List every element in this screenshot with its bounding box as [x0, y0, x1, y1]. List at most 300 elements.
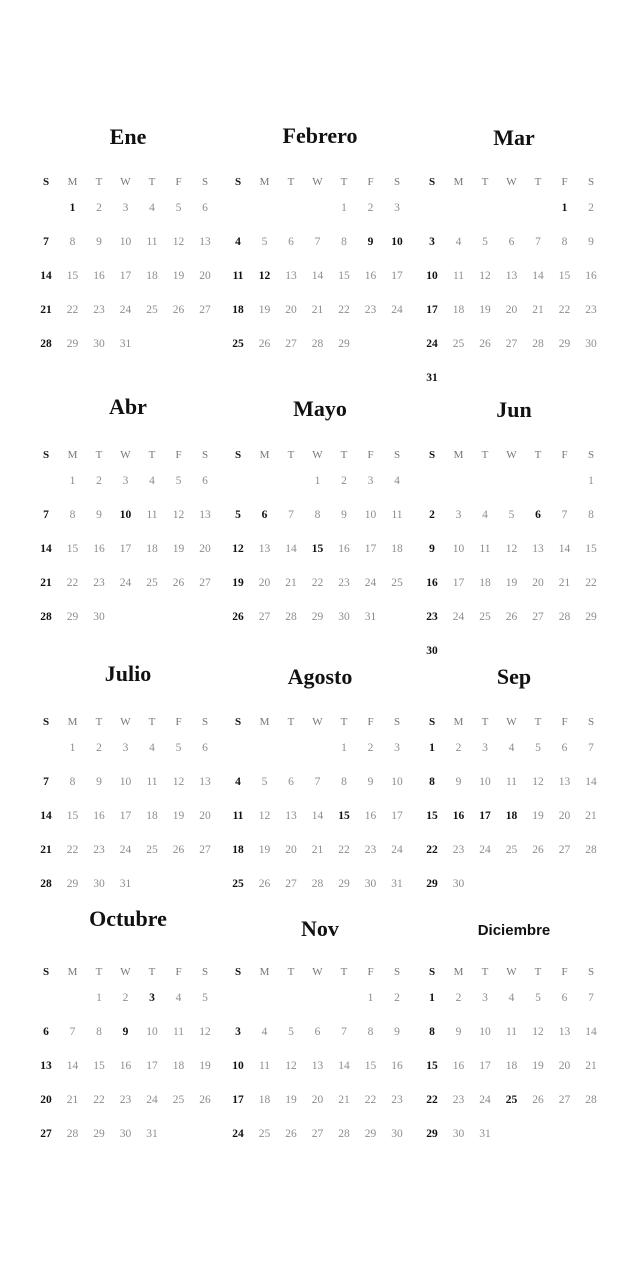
day-cell[interactable]: 26: [532, 1094, 544, 1106]
day-cell[interactable]: 22: [66, 577, 79, 589]
day-cell[interactable]: 29: [66, 878, 79, 890]
day-cell[interactable]: 23: [93, 577, 105, 589]
day-cell[interactable]: 7: [341, 1026, 347, 1038]
day-cell[interactable]: 1: [429, 992, 435, 1004]
day-cell[interactable]: 22: [585, 577, 597, 589]
day-cell[interactable]: 30: [364, 878, 377, 890]
day-cell[interactable]: 11: [258, 1060, 271, 1072]
day-cell[interactable]: 22: [558, 304, 571, 316]
day-cell[interactable]: 22: [426, 844, 438, 856]
day-cell[interactable]: 28: [66, 1128, 79, 1140]
day-cell[interactable]: 16: [391, 1060, 403, 1072]
day-cell[interactable]: 5: [175, 475, 182, 487]
day-cell[interactable]: 27: [558, 844, 571, 856]
day-cell[interactable]: 24: [426, 338, 438, 350]
day-cell[interactable]: 14: [311, 810, 324, 822]
day-cell[interactable]: 10: [146, 1026, 158, 1038]
day-cell[interactable]: 20: [258, 577, 271, 589]
day-cell[interactable]: 19: [479, 304, 491, 316]
day-cell[interactable]: 26: [258, 338, 271, 350]
day-cell[interactable]: 5: [175, 742, 182, 754]
day-cell[interactable]: 28: [40, 338, 52, 350]
day-cell[interactable]: 1: [69, 475, 76, 487]
day-cell[interactable]: 22: [426, 1094, 438, 1106]
day-cell[interactable]: 30: [119, 1128, 132, 1140]
day-cell[interactable]: 12: [532, 776, 544, 788]
day-cell[interactable]: 28: [311, 878, 324, 890]
day-cell[interactable]: 10: [479, 1026, 491, 1038]
day-cell[interactable]: 23: [93, 304, 105, 316]
day-cell[interactable]: 26: [199, 1094, 211, 1106]
day-cell[interactable]: 15: [66, 270, 79, 282]
day-cell[interactable]: 13: [199, 236, 211, 248]
day-cell[interactable]: 14: [311, 270, 324, 282]
day-cell[interactable]: 9: [96, 509, 102, 521]
day-cell[interactable]: 2: [122, 992, 129, 1004]
day-cell[interactable]: 1: [69, 202, 76, 214]
day-cell[interactable]: 4: [455, 236, 462, 248]
day-cell[interactable]: 17: [479, 1060, 491, 1072]
day-cell[interactable]: 16: [452, 810, 465, 822]
day-cell[interactable]: 27: [532, 611, 544, 623]
day-cell[interactable]: 13: [199, 509, 211, 521]
day-cell[interactable]: 18: [232, 844, 244, 856]
day-cell[interactable]: 9: [96, 236, 102, 248]
day-cell[interactable]: 6: [561, 992, 568, 1004]
day-cell[interactable]: 6: [43, 1026, 49, 1038]
day-cell[interactable]: 30: [452, 878, 465, 890]
day-cell[interactable]: 5: [175, 202, 182, 214]
day-cell[interactable]: 17: [119, 810, 132, 822]
day-cell[interactable]: 29: [66, 611, 79, 623]
day-cell[interactable]: 5: [261, 236, 268, 248]
day-cell[interactable]: 10: [391, 236, 403, 248]
day-cell[interactable]: 15: [66, 543, 79, 555]
day-cell[interactable]: 13: [285, 270, 297, 282]
day-cell[interactable]: 4: [508, 992, 515, 1004]
day-cell[interactable]: 18: [146, 270, 158, 282]
day-cell[interactable]: 10: [479, 776, 491, 788]
day-cell[interactable]: 12: [285, 1060, 297, 1072]
day-cell[interactable]: 29: [558, 338, 571, 350]
day-cell[interactable]: 17: [119, 270, 132, 282]
day-cell[interactable]: 4: [394, 475, 400, 487]
day-cell[interactable]: 15: [558, 270, 571, 282]
day-cell[interactable]: 16: [452, 1060, 465, 1072]
day-cell[interactable]: 23: [585, 304, 597, 316]
day-cell[interactable]: 13: [258, 543, 271, 555]
day-cell[interactable]: 29: [338, 338, 350, 350]
day-cell[interactable]: 27: [199, 304, 211, 316]
day-cell[interactable]: 2: [96, 202, 102, 214]
day-cell[interactable]: 10: [364, 509, 377, 521]
day-cell[interactable]: 19: [199, 1060, 211, 1072]
day-cell[interactable]: 5: [535, 742, 541, 754]
day-cell[interactable]: 26: [285, 1128, 297, 1140]
day-cell[interactable]: 28: [40, 611, 52, 623]
day-cell[interactable]: 23: [426, 611, 438, 623]
day-cell[interactable]: 30: [585, 338, 597, 350]
day-cell[interactable]: 19: [258, 844, 271, 856]
day-cell[interactable]: 15: [338, 270, 350, 282]
day-cell[interactable]: 4: [235, 776, 241, 788]
day-cell[interactable]: 10: [119, 509, 132, 521]
day-cell[interactable]: 29: [426, 1128, 438, 1140]
day-cell[interactable]: 30: [452, 1128, 465, 1140]
day-cell[interactable]: 8: [561, 236, 568, 248]
day-cell[interactable]: 8: [367, 1026, 374, 1038]
day-cell[interactable]: 9: [122, 1026, 129, 1038]
day-cell[interactable]: 6: [288, 776, 294, 788]
day-cell[interactable]: 20: [285, 304, 297, 316]
day-cell[interactable]: 20: [558, 810, 571, 822]
day-cell[interactable]: 12: [232, 543, 244, 555]
day-cell[interactable]: 19: [505, 577, 518, 589]
day-cell[interactable]: 9: [367, 776, 374, 788]
day-cell[interactable]: 25: [146, 844, 158, 856]
day-cell[interactable]: 30: [426, 645, 438, 657]
day-cell[interactable]: 3: [482, 992, 488, 1004]
day-cell[interactable]: 19: [258, 304, 271, 316]
day-cell[interactable]: 11: [505, 1026, 518, 1038]
day-cell[interactable]: 17: [146, 1060, 158, 1072]
day-cell[interactable]: 21: [66, 1094, 79, 1106]
day-cell[interactable]: 22: [338, 304, 350, 316]
day-cell[interactable]: 9: [455, 776, 462, 788]
day-cell[interactable]: 18: [479, 577, 491, 589]
day-cell[interactable]: 9: [367, 236, 374, 248]
day-cell[interactable]: 28: [532, 338, 544, 350]
day-cell[interactable]: 7: [561, 509, 568, 521]
day-cell[interactable]: 20: [532, 577, 544, 589]
day-cell[interactable]: 3: [235, 1026, 241, 1038]
day-cell[interactable]: 11: [452, 270, 465, 282]
day-cell[interactable]: 6: [535, 509, 541, 521]
day-cell[interactable]: 25: [258, 1128, 271, 1140]
day-cell[interactable]: 8: [429, 776, 435, 788]
day-cell[interactable]: 21: [585, 1060, 597, 1072]
day-cell[interactable]: 25: [505, 844, 518, 856]
day-cell[interactable]: 29: [426, 878, 438, 890]
day-cell[interactable]: 14: [40, 810, 52, 822]
day-cell[interactable]: 11: [146, 776, 158, 788]
day-cell[interactable]: 26: [532, 844, 544, 856]
day-cell[interactable]: 20: [311, 1094, 324, 1106]
day-cell[interactable]: 20: [285, 844, 297, 856]
day-cell[interactable]: 3: [429, 236, 435, 248]
day-cell[interactable]: 10: [452, 543, 465, 555]
day-cell[interactable]: 31: [119, 878, 132, 890]
day-cell[interactable]: 4: [508, 742, 515, 754]
day-cell[interactable]: 28: [585, 844, 597, 856]
day-cell[interactable]: 3: [122, 742, 129, 754]
day-cell[interactable]: 20: [505, 304, 518, 316]
day-cell[interactable]: 3: [394, 742, 400, 754]
day-cell[interactable]: 2: [367, 202, 374, 214]
day-cell[interactable]: 21: [558, 577, 571, 589]
day-cell[interactable]: 24: [452, 611, 465, 623]
day-cell[interactable]: 27: [258, 611, 271, 623]
day-cell[interactable]: 6: [202, 742, 208, 754]
day-cell[interactable]: 17: [452, 577, 465, 589]
day-cell[interactable]: 16: [93, 270, 105, 282]
day-cell[interactable]: 3: [455, 509, 462, 521]
day-cell[interactable]: 27: [505, 338, 518, 350]
day-cell[interactable]: 6: [202, 202, 208, 214]
day-cell[interactable]: 16: [93, 810, 105, 822]
day-cell[interactable]: 17: [391, 270, 403, 282]
day-cell[interactable]: 18: [505, 810, 518, 822]
day-cell[interactable]: 5: [535, 992, 541, 1004]
day-cell[interactable]: 5: [235, 509, 241, 521]
day-cell[interactable]: 13: [558, 1026, 571, 1038]
day-cell[interactable]: 28: [40, 878, 52, 890]
day-cell[interactable]: 28: [338, 1128, 350, 1140]
day-cell[interactable]: 27: [199, 577, 211, 589]
day-cell[interactable]: 3: [367, 475, 374, 487]
day-cell[interactable]: 25: [505, 1094, 518, 1106]
day-cell[interactable]: 22: [66, 844, 79, 856]
day-cell[interactable]: 24: [119, 844, 132, 856]
day-cell[interactable]: 7: [69, 1026, 76, 1038]
day-cell[interactable]: 18: [146, 810, 158, 822]
day-cell[interactable]: 21: [40, 304, 52, 316]
day-cell[interactable]: 9: [429, 543, 435, 555]
day-cell[interactable]: 29: [585, 611, 597, 623]
day-cell[interactable]: 25: [479, 611, 491, 623]
day-cell[interactable]: 14: [285, 543, 297, 555]
day-cell[interactable]: 15: [93, 1060, 105, 1072]
day-cell[interactable]: 16: [364, 270, 377, 282]
day-cell[interactable]: 13: [40, 1060, 52, 1072]
day-cell[interactable]: 12: [199, 1026, 211, 1038]
day-cell[interactable]: 13: [505, 270, 518, 282]
day-cell[interactable]: 23: [391, 1094, 403, 1106]
day-cell[interactable]: 18: [258, 1094, 271, 1106]
day-cell[interactable]: 31: [391, 878, 403, 890]
day-cell[interactable]: 25: [172, 1094, 185, 1106]
day-cell[interactable]: 4: [261, 1026, 268, 1038]
day-cell[interactable]: 30: [93, 611, 105, 623]
day-cell[interactable]: 17: [391, 810, 403, 822]
day-cell[interactable]: 31: [146, 1128, 158, 1140]
day-cell[interactable]: 28: [311, 338, 324, 350]
day-cell[interactable]: 10: [119, 236, 132, 248]
day-cell[interactable]: 18: [505, 1060, 518, 1072]
day-cell[interactable]: 7: [314, 776, 321, 788]
day-cell[interactable]: 1: [341, 742, 347, 754]
day-cell[interactable]: 13: [532, 543, 544, 555]
day-cell[interactable]: 6: [561, 742, 568, 754]
day-cell[interactable]: 9: [96, 776, 102, 788]
day-cell[interactable]: 7: [288, 509, 294, 521]
day-cell[interactable]: 11: [172, 1026, 185, 1038]
day-cell[interactable]: 14: [40, 270, 52, 282]
day-cell[interactable]: 22: [93, 1094, 105, 1106]
day-cell[interactable]: 6: [261, 509, 268, 521]
day-cell[interactable]: 11: [505, 776, 518, 788]
day-cell[interactable]: 9: [341, 509, 347, 521]
day-cell[interactable]: 9: [455, 1026, 462, 1038]
day-cell[interactable]: 18: [452, 304, 465, 316]
day-cell[interactable]: 18: [172, 1060, 185, 1072]
day-cell[interactable]: 1: [69, 742, 76, 754]
day-cell[interactable]: 27: [558, 1094, 571, 1106]
day-cell[interactable]: 7: [43, 776, 49, 788]
day-cell[interactable]: 30: [391, 1128, 403, 1140]
day-cell[interactable]: 31: [479, 1128, 491, 1140]
day-cell[interactable]: 22: [338, 844, 350, 856]
day-cell[interactable]: 16: [426, 577, 438, 589]
day-cell[interactable]: 29: [93, 1128, 105, 1140]
day-cell[interactable]: 3: [122, 202, 129, 214]
day-cell[interactable]: 28: [285, 611, 297, 623]
day-cell[interactable]: 5: [261, 776, 268, 788]
day-cell[interactable]: 8: [341, 776, 347, 788]
day-cell[interactable]: 15: [338, 810, 350, 822]
day-cell[interactable]: 25: [232, 878, 244, 890]
day-cell[interactable]: 18: [232, 304, 244, 316]
day-cell[interactable]: 6: [202, 475, 208, 487]
day-cell[interactable]: 15: [585, 543, 597, 555]
day-cell[interactable]: 14: [585, 1026, 597, 1038]
day-cell[interactable]: 20: [558, 1060, 571, 1072]
day-cell[interactable]: 1: [561, 202, 568, 214]
day-cell[interactable]: 16: [119, 1060, 132, 1072]
day-cell[interactable]: 7: [588, 992, 594, 1004]
day-cell[interactable]: 5: [508, 509, 515, 521]
day-cell[interactable]: 4: [482, 509, 488, 521]
day-cell[interactable]: 13: [558, 776, 571, 788]
day-cell[interactable]: 8: [429, 1026, 435, 1038]
day-cell[interactable]: 2: [96, 475, 102, 487]
day-cell[interactable]: 17: [426, 304, 438, 316]
day-cell[interactable]: 21: [285, 577, 297, 589]
day-cell[interactable]: 24: [391, 844, 403, 856]
day-cell[interactable]: 27: [285, 338, 297, 350]
day-cell[interactable]: 19: [172, 270, 185, 282]
day-cell[interactable]: 5: [202, 992, 208, 1004]
day-cell[interactable]: 25: [452, 338, 465, 350]
day-cell[interactable]: 21: [338, 1094, 350, 1106]
day-cell[interactable]: 23: [338, 577, 350, 589]
day-cell[interactable]: 21: [311, 844, 324, 856]
day-cell[interactable]: 10: [232, 1060, 244, 1072]
day-cell[interactable]: 29: [364, 1128, 377, 1140]
day-cell[interactable]: 13: [285, 810, 297, 822]
day-cell[interactable]: 28: [558, 611, 571, 623]
day-cell[interactable]: 24: [479, 1094, 491, 1106]
day-cell[interactable]: 4: [235, 236, 241, 248]
day-cell[interactable]: 21: [40, 844, 52, 856]
day-cell[interactable]: 20: [40, 1094, 52, 1106]
day-cell[interactable]: 27: [40, 1128, 52, 1140]
day-cell[interactable]: 3: [122, 475, 129, 487]
day-cell[interactable]: 25: [146, 304, 158, 316]
day-cell[interactable]: 11: [391, 509, 403, 521]
day-cell[interactable]: 23: [364, 844, 377, 856]
day-cell[interactable]: 19: [232, 577, 244, 589]
day-cell[interactable]: 26: [172, 577, 185, 589]
day-cell[interactable]: 1: [367, 992, 374, 1004]
day-cell[interactable]: 4: [175, 992, 182, 1004]
day-cell[interactable]: 7: [588, 742, 594, 754]
day-cell[interactable]: 26: [232, 611, 244, 623]
day-cell[interactable]: 14: [532, 270, 544, 282]
day-cell[interactable]: 8: [96, 1026, 102, 1038]
day-cell[interactable]: 20: [199, 270, 211, 282]
day-cell[interactable]: 13: [199, 776, 211, 788]
day-cell[interactable]: 15: [426, 1060, 438, 1072]
day-cell[interactable]: 12: [479, 270, 491, 282]
day-cell[interactable]: 24: [119, 304, 132, 316]
day-cell[interactable]: 27: [285, 878, 297, 890]
day-cell[interactable]: 9: [588, 236, 594, 248]
day-cell[interactable]: 6: [508, 236, 515, 248]
day-cell[interactable]: 17: [232, 1094, 244, 1106]
day-cell[interactable]: 22: [364, 1094, 377, 1106]
day-cell[interactable]: 12: [172, 236, 185, 248]
day-cell[interactable]: 1: [429, 742, 435, 754]
day-cell[interactable]: 26: [258, 878, 271, 890]
day-cell[interactable]: 14: [40, 543, 52, 555]
day-cell[interactable]: 11: [232, 270, 244, 282]
day-cell[interactable]: 8: [341, 236, 347, 248]
day-cell[interactable]: 2: [455, 742, 462, 754]
day-cell[interactable]: 25: [146, 577, 158, 589]
day-cell[interactable]: 30: [93, 878, 105, 890]
day-cell[interactable]: 3: [482, 742, 488, 754]
day-cell[interactable]: 19: [285, 1094, 297, 1106]
day-cell[interactable]: 25: [391, 577, 403, 589]
day-cell[interactable]: 1: [341, 202, 347, 214]
day-cell[interactable]: 5: [288, 1026, 294, 1038]
day-cell[interactable]: 23: [119, 1094, 132, 1106]
day-cell[interactable]: 8: [69, 776, 76, 788]
day-cell[interactable]: 24: [364, 577, 377, 589]
day-cell[interactable]: 10: [119, 776, 132, 788]
day-cell[interactable]: 1: [314, 475, 321, 487]
day-cell[interactable]: 8: [69, 236, 76, 248]
day-cell[interactable]: 31: [364, 611, 377, 623]
day-cell[interactable]: 16: [93, 543, 105, 555]
day-cell[interactable]: 29: [338, 878, 350, 890]
day-cell[interactable]: 14: [338, 1060, 350, 1072]
day-cell[interactable]: 2: [588, 202, 594, 214]
day-cell[interactable]: 2: [394, 992, 400, 1004]
day-cell[interactable]: 7: [43, 236, 49, 248]
day-cell[interactable]: 29: [311, 611, 324, 623]
day-cell[interactable]: 9: [394, 1026, 400, 1038]
day-cell[interactable]: 13: [311, 1060, 324, 1072]
day-cell[interactable]: 6: [288, 236, 294, 248]
day-cell[interactable]: 12: [172, 776, 185, 788]
day-cell[interactable]: 8: [314, 509, 321, 521]
day-cell[interactable]: 17: [119, 543, 132, 555]
day-cell[interactable]: 20: [199, 810, 211, 822]
day-cell[interactable]: 8: [588, 509, 594, 521]
day-cell[interactable]: 20: [199, 543, 211, 555]
day-cell[interactable]: 11: [146, 509, 158, 521]
day-cell[interactable]: 30: [338, 611, 350, 623]
day-cell[interactable]: 31: [426, 372, 438, 384]
day-cell[interactable]: 21: [532, 304, 544, 316]
day-cell[interactable]: 19: [532, 810, 544, 822]
day-cell[interactable]: 8: [69, 509, 76, 521]
day-cell[interactable]: 26: [172, 304, 185, 316]
day-cell[interactable]: 11: [146, 236, 158, 248]
day-cell[interactable]: 2: [429, 509, 435, 521]
